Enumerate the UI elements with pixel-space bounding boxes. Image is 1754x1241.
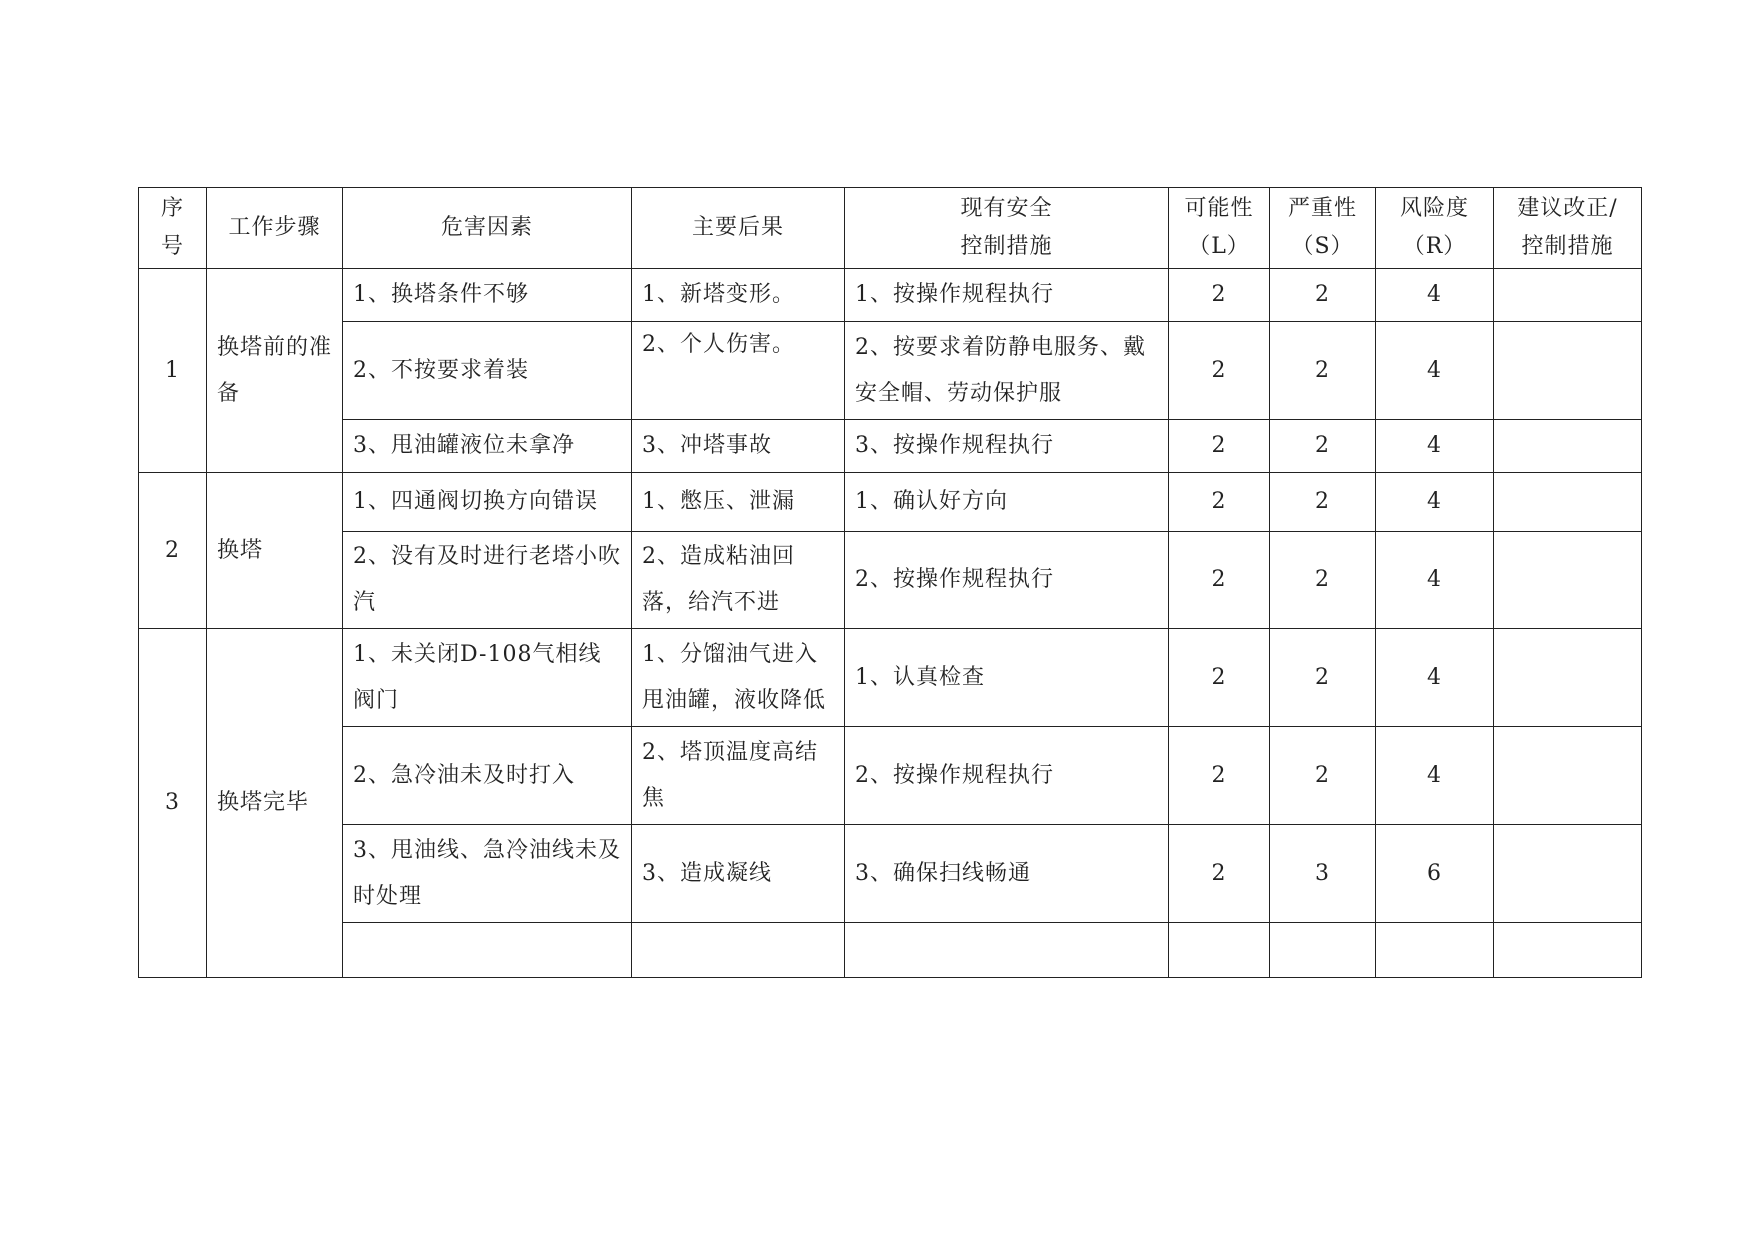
- hazard-cell: 2、不按要求着装: [343, 322, 632, 420]
- seq-cell: 1: [139, 269, 207, 473]
- control-cell: 2、按操作规程执行: [845, 532, 1169, 629]
- consequence-cell: 1、憋压、泄漏: [632, 473, 845, 532]
- suggest-cell: [1494, 322, 1642, 420]
- consequence-cell: 1、新塔变形。: [632, 269, 845, 322]
- severity-cell: 2: [1270, 420, 1376, 473]
- likelihood-cell: 2: [1169, 322, 1270, 420]
- control-cell: 2、按要求着防静电服务、戴安全帽、劳动保护服: [845, 322, 1169, 420]
- likelihood-cell: 2: [1169, 629, 1270, 727]
- severity-cell: 3: [1270, 825, 1376, 923]
- risk-cell: 4: [1376, 727, 1494, 825]
- severity-cell: 2: [1270, 322, 1376, 420]
- risk-cell: 4: [1376, 532, 1494, 629]
- header-suggest-line-1: 建议改正/: [1517, 196, 1618, 221]
- control-cell: 3、确保扫线畅通: [845, 825, 1169, 923]
- risk-cell: 4: [1376, 629, 1494, 727]
- risk-cell: 6: [1376, 825, 1494, 923]
- seq-cell: 3: [139, 629, 207, 978]
- severity-cell: 2: [1270, 629, 1376, 727]
- suggest-cell: [1494, 269, 1642, 322]
- severity-cell: 2: [1270, 269, 1376, 322]
- suggest-cell: [1494, 420, 1642, 473]
- likelihood-cell: 2: [1169, 269, 1270, 322]
- header-row: [139, 188, 1642, 269]
- hazard-cell: 2、急冷油未及时打入: [343, 727, 632, 825]
- step-cell: 换塔前的准备: [207, 269, 343, 473]
- suggest-cell: [1494, 923, 1642, 978]
- header-control-line-1: 现有安全: [960, 196, 1053, 221]
- control-cell: 1、确认好方向: [845, 473, 1169, 532]
- control-cell: [845, 923, 1169, 978]
- table-row: [139, 727, 1642, 825]
- hazard-cell: [343, 923, 632, 978]
- severity-cell: [1270, 923, 1376, 978]
- header-severity-line-1: 严重性: [1287, 196, 1357, 221]
- hazard-cell: 1、四通阀切换方向错误: [343, 473, 632, 532]
- header-consequence: 主要后果: [632, 188, 845, 269]
- header-seq-line-2: 号: [160, 234, 184, 259]
- header-risk: [1376, 188, 1494, 269]
- likelihood-cell: 2: [1169, 825, 1270, 923]
- table-row: [139, 473, 1642, 532]
- header-likelihood: [1169, 188, 1270, 269]
- hazard-cell: 1、未关闭D-108气相线阀门: [343, 629, 632, 727]
- header-risk-line-2: （R）: [1402, 234, 1467, 259]
- risk-cell: [1376, 923, 1494, 978]
- consequence-cell: 2、塔顶温度高结焦: [632, 727, 845, 825]
- suggest-cell: [1494, 473, 1642, 532]
- header-likelihood-line-1: 可能性: [1184, 196, 1254, 221]
- likelihood-cell: 2: [1169, 532, 1270, 629]
- suggest-cell: [1494, 629, 1642, 727]
- document-page: [138, 187, 1641, 978]
- risk-cell: 4: [1376, 420, 1494, 473]
- table-row: [139, 322, 1642, 420]
- header-step: 工作步骤: [207, 188, 343, 269]
- severity-cell: 2: [1270, 532, 1376, 629]
- header-hazard: 危害因素: [343, 188, 632, 269]
- header-severity: [1270, 188, 1376, 269]
- header-suggest-line-2: 控制措施: [1521, 234, 1614, 259]
- table-row: [139, 629, 1642, 727]
- hazard-cell: 3、甩油罐液位未拿净: [343, 420, 632, 473]
- hazard-cell: 2、没有及时进行老塔小吹汽: [343, 532, 632, 629]
- header-suggest: [1494, 188, 1642, 269]
- consequence-cell: [632, 923, 845, 978]
- table-row: [139, 420, 1642, 473]
- header-seq-line-1: 序: [160, 196, 184, 221]
- risk-cell: 4: [1376, 269, 1494, 322]
- control-cell: 1、按操作规程执行: [845, 269, 1169, 322]
- step-cell: 换塔: [207, 473, 343, 629]
- step-cell: 换塔完毕: [207, 629, 343, 978]
- likelihood-cell: 2: [1169, 473, 1270, 532]
- header-seq: [139, 188, 207, 269]
- header-control: [845, 188, 1169, 269]
- consequence-cell: 3、冲塔事故: [632, 420, 845, 473]
- suggest-cell: [1494, 825, 1642, 923]
- control-cell: 2、按操作规程执行: [845, 727, 1169, 825]
- table-row-empty: [139, 923, 1642, 978]
- seq-cell: 2: [139, 473, 207, 629]
- risk-cell: 4: [1376, 322, 1494, 420]
- table-row: [139, 825, 1642, 923]
- consequence-cell: 1、分馏油气进入甩油罐，液收降低: [632, 629, 845, 727]
- job-hazard-table: [138, 187, 1642, 978]
- severity-cell: 2: [1270, 727, 1376, 825]
- severity-cell: 2: [1270, 473, 1376, 532]
- consequence-cell: 2、个人伤害。: [632, 322, 845, 420]
- risk-cell: 4: [1376, 473, 1494, 532]
- table-row: [139, 532, 1642, 629]
- likelihood-cell: 2: [1169, 420, 1270, 473]
- consequence-cell: 3、造成凝线: [632, 825, 845, 923]
- control-cell: 1、认真检查: [845, 629, 1169, 727]
- likelihood-cell: [1169, 923, 1270, 978]
- header-control-line-2: 控制措施: [960, 234, 1053, 259]
- header-severity-line-2: （S）: [1291, 234, 1354, 259]
- consequence-cell: 2、造成粘油回落，给汽不进: [632, 532, 845, 629]
- header-likelihood-line-2: （L）: [1188, 234, 1250, 259]
- likelihood-cell: 2: [1169, 727, 1270, 825]
- control-cell: 3、按操作规程执行: [845, 420, 1169, 473]
- table-row: [139, 269, 1642, 322]
- hazard-cell: 3、甩油线、急冷油线未及时处理: [343, 825, 632, 923]
- header-risk-line-1: 风险度: [1399, 196, 1469, 221]
- suggest-cell: [1494, 727, 1642, 825]
- suggest-cell: [1494, 532, 1642, 629]
- hazard-cell: 1、换塔条件不够: [343, 269, 632, 322]
